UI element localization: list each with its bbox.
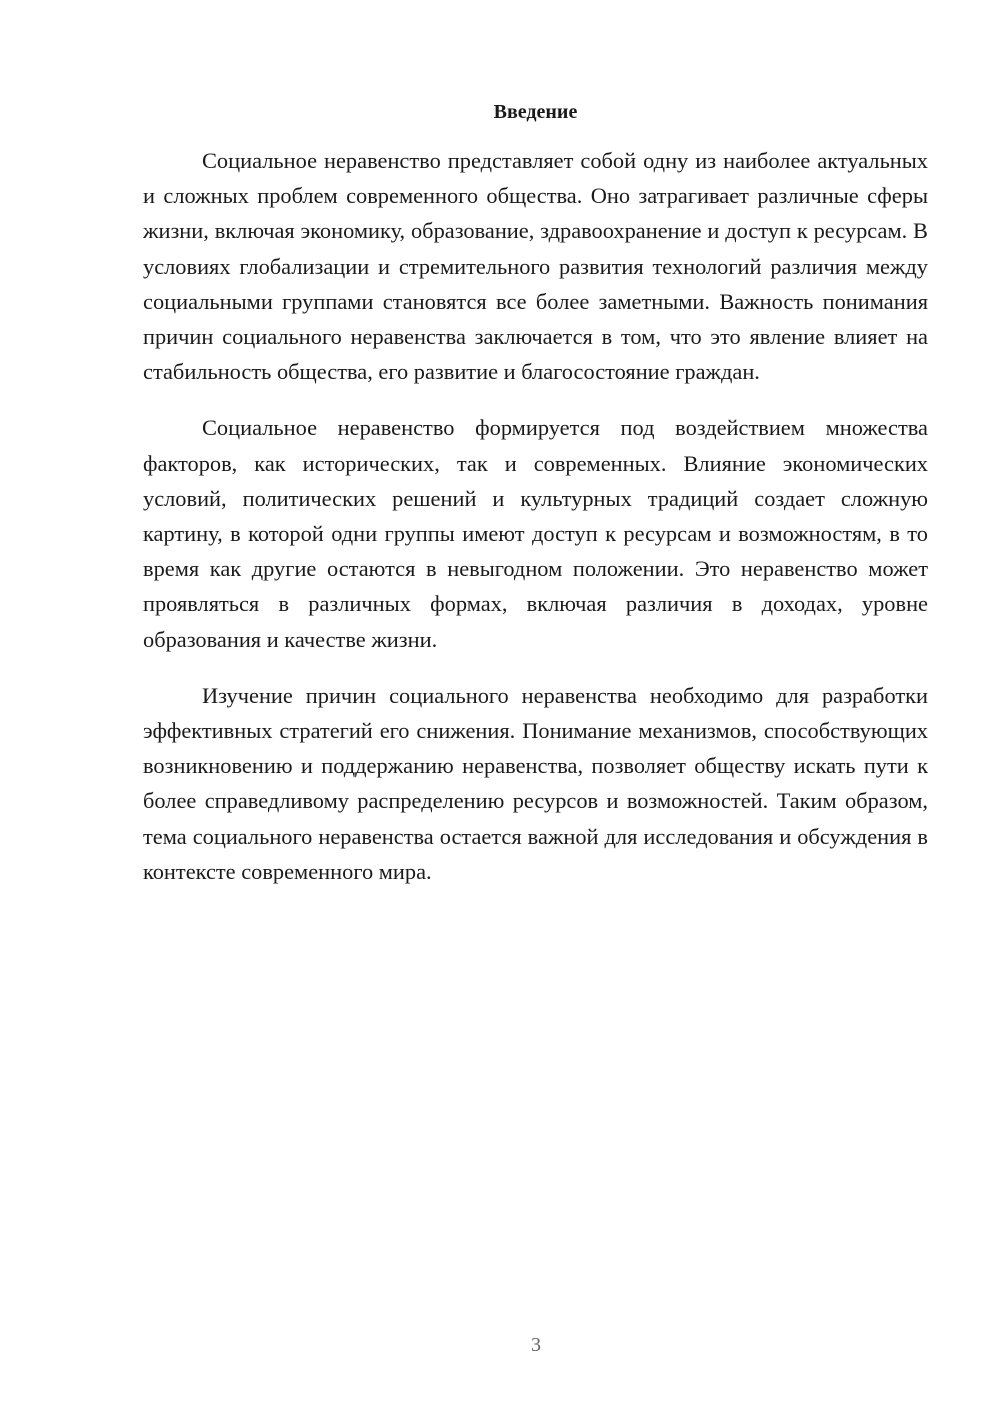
section-title: Введение [493,101,578,123]
paragraph-1: Социальное неравенство представляет собой одну из наиболее актуальных и сложных проблем современного общества. Оно затрагивает различные сферы жизни, включая экономику, образование, здравоохранение и доступ к ресурсам. В условиях глобализации и стремительного развития технологий различия между социальными группами становятся все более заметными. Важность понимания причин социального неравенства заключается в том, что это явление влияет на стабильность общества, его развитие и благосостояние граждан. [143,148,928,385]
paragraph-3: Изучение причин социального неравенства необходимо для разработки эффективных стратегий его снижения. Понимание механизмов, способствующих возникновению и поддержанию неравенства, позволяет обществу искать пути к более справедливому распределению ресурсов и возможностей. Таким образом, тема социального неравенства остается важной для исследования и обсуждения в контексте современного мира. [143,682,928,884]
page-number: 3 [531,1334,541,1356]
paragraph-2: Социальное неравенство формируется под воздействием множества факторов, как исторических, так и современных. Влияние экономических условий, политических решений и культурных традиций создает сложную картину, в которой одни группы имеют доступ к ресурсам и возможностям, в то время как другие остаются в невыгодном положении. Это неравенство может проявляться в различных формах, включая различия в доходах, уровне образования и качестве жизни. [143,415,928,652]
body-text [143,143,928,910]
